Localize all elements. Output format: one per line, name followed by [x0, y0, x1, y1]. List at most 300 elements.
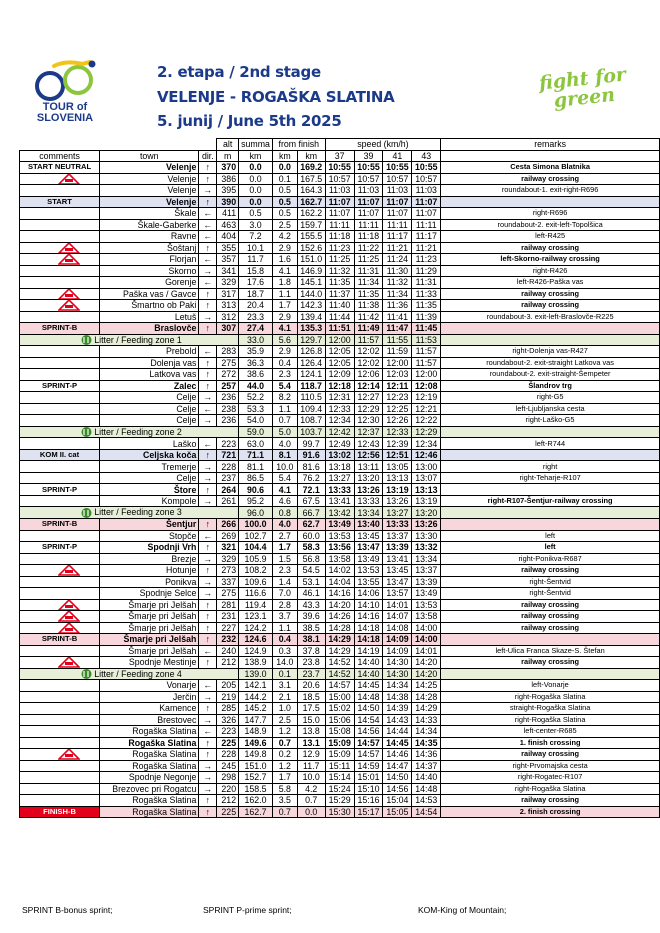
table-row — [20, 749, 660, 761]
time-43-cell: 14:34 — [412, 726, 441, 738]
time-39-cell: 11:11 — [354, 219, 383, 231]
km-to-finish-cell: 110.5 — [297, 392, 325, 404]
time-39-cell: 14:54 — [354, 714, 383, 726]
comment-cell — [20, 795, 100, 807]
time-41-cell: 12:03 — [383, 369, 412, 381]
km-to-finish-cell: 162.7 — [297, 196, 325, 208]
km-to-finish-cell: 72.1 — [297, 484, 325, 496]
table-row — [20, 277, 660, 289]
km-segment-cell: 1.6 — [272, 254, 297, 266]
table-row — [20, 162, 660, 174]
table-row — [20, 426, 660, 438]
time-43-cell: 11:45 — [412, 323, 441, 335]
time-41-cell: 10:57 — [383, 173, 412, 185]
km-summa-cell: 142.1 — [239, 680, 273, 692]
km-to-finish-cell: 103.7 — [297, 426, 325, 438]
km-segment-cell: 0.8 — [272, 507, 297, 519]
direction-cell: ↑ — [199, 196, 217, 208]
time-37-cell: 11:44 — [325, 311, 354, 323]
km-segment-cell: 5.6 — [272, 334, 297, 346]
km-to-finish-cell: 56.8 — [297, 553, 325, 565]
altitude-cell: 285 — [217, 703, 239, 715]
town-cell: Rogaška Slatina — [100, 760, 199, 772]
remark-cell: railway crossing — [441, 300, 660, 312]
comment-cell — [20, 553, 100, 565]
time-37-cell: 12:00 — [325, 334, 354, 346]
time-37-cell: 12:49 — [325, 438, 354, 450]
time-39-cell: 10:55 — [354, 162, 383, 174]
km-to-finish-cell: 38.5 — [297, 622, 325, 634]
remark-cell: left-Ljubljanska cesta — [441, 403, 660, 415]
time-37-cell: 15:14 — [325, 772, 354, 784]
time-39-cell: 11:07 — [354, 208, 383, 220]
table-row — [20, 565, 660, 577]
remark-cell: roundabout-2. exit-straight Latkova vas — [441, 357, 660, 369]
direction-cell: → — [199, 588, 217, 600]
time-43-cell: 11:07 — [412, 196, 441, 208]
direction-cell: → — [199, 495, 217, 507]
time-37-cell: 14:29 — [325, 634, 354, 646]
table-row — [20, 634, 660, 646]
km-summa-cell: 0.0 — [239, 162, 273, 174]
altitude-cell: 264 — [217, 484, 239, 496]
altitude-cell: 370 — [217, 162, 239, 174]
comment-cell: SPRINT-P — [20, 380, 100, 392]
town-cell: Ponikva — [100, 576, 199, 588]
time-41-cell: 14:47 — [383, 760, 412, 772]
km-summa-cell: 124.6 — [239, 634, 273, 646]
time-41-cell: 11:36 — [383, 300, 412, 312]
km-segment-cell: 3.7 — [272, 611, 297, 623]
km-summa-cell: 33.0 — [239, 334, 273, 346]
km-to-finish-cell: 53.1 — [297, 576, 325, 588]
comment-cell — [20, 576, 100, 588]
time-37-cell: 15:06 — [325, 714, 354, 726]
time-43-cell: 14:33 — [412, 714, 441, 726]
km-summa-cell: 11.7 — [239, 254, 273, 266]
town-cell: Rogaška Slatina — [100, 795, 199, 807]
altitude-cell: 329 — [217, 277, 239, 289]
remark-cell: right-R107-Šentjur-railway crossing — [441, 495, 660, 507]
table-row — [20, 300, 660, 312]
altitude-cell: 395 — [217, 185, 239, 197]
altitude-cell: 326 — [217, 714, 239, 726]
time-41-cell: 12:11 — [383, 380, 412, 392]
direction-cell: ↑ — [199, 484, 217, 496]
altitude-cell: 313 — [217, 300, 239, 312]
km-summa-cell: 152.7 — [239, 772, 273, 784]
km-summa-cell: 38.6 — [239, 369, 273, 381]
table-row — [20, 380, 660, 392]
remark-cell: left-Skorno-railway crossing — [441, 254, 660, 266]
time-41-cell: 13:45 — [383, 565, 412, 577]
time-39-cell: 12:30 — [354, 415, 383, 427]
remark-cell — [441, 519, 660, 531]
direction-cell: → — [199, 392, 217, 404]
direction-cell: ↑ — [199, 565, 217, 577]
time-37-cell: 15:30 — [325, 806, 354, 818]
time-43-cell: 13:39 — [412, 576, 441, 588]
time-43-cell: 11:57 — [412, 357, 441, 369]
km-segment-cell: 2.9 — [272, 242, 297, 254]
remark-cell — [441, 668, 660, 680]
direction-cell: → — [199, 691, 217, 703]
time-41-cell: 14:09 — [383, 645, 412, 657]
km-to-finish-cell: 146.9 — [297, 265, 325, 277]
time-41-cell: 11:03 — [383, 185, 412, 197]
remark-cell: roundabout-2. exit-left-Topolšica — [441, 219, 660, 231]
time-41-cell: 12:39 — [383, 438, 412, 450]
table-row — [20, 265, 660, 277]
remark-cell: railway crossing — [441, 795, 660, 807]
time-39-cell: 10:57 — [354, 173, 383, 185]
feed-zone-label: Litter / Feeding zone 2 — [94, 426, 182, 437]
km-segment-cell: 3.1 — [272, 680, 297, 692]
town-cell: Rogaška Slatina — [100, 726, 199, 738]
time-39-cell: 12:06 — [354, 369, 383, 381]
altitude-cell: 236 — [217, 392, 239, 404]
km-to-finish-cell: 17.5 — [297, 703, 325, 715]
time-43-cell: 14:00 — [412, 622, 441, 634]
time-39-cell: 11:25 — [354, 254, 383, 266]
table-row — [20, 495, 660, 507]
logo-text: TOUR of SLOVENIA — [36, 101, 94, 124]
time-37-cell: 15:09 — [325, 737, 354, 749]
altitude-cell: 275 — [217, 588, 239, 600]
comment-cell — [20, 277, 100, 289]
town-cell: Gorenje — [100, 277, 199, 289]
time-41-cell: 14:30 — [383, 657, 412, 669]
town-cell: Latkova vas — [100, 369, 199, 381]
altitude-cell: 225 — [217, 806, 239, 818]
remark-cell — [441, 334, 660, 346]
table-row — [20, 599, 660, 611]
remark-cell: Šlandrov trg — [441, 380, 660, 392]
table-row — [20, 415, 660, 427]
km-segment-cell: 0.5 — [272, 208, 297, 220]
km-summa-cell: 109.6 — [239, 576, 273, 588]
town-cell: Brezje — [100, 553, 199, 565]
table-row — [20, 795, 660, 807]
time-37-cell: 12:33 — [325, 403, 354, 415]
table-row — [20, 196, 660, 208]
altitude-cell: 307 — [217, 323, 239, 335]
km-segment-cell: 5.4 — [272, 472, 297, 484]
time-39-cell: 15:16 — [354, 795, 383, 807]
direction-cell: ← — [199, 645, 217, 657]
km-summa-cell: 35.9 — [239, 346, 273, 358]
time-39-cell: 13:20 — [354, 472, 383, 484]
km-to-finish-cell: 15.0 — [297, 714, 325, 726]
remark-cell: left — [441, 542, 660, 554]
time-37-cell: 14:29 — [325, 645, 354, 657]
altitude-cell: 386 — [217, 173, 239, 185]
time-37-cell: 14:04 — [325, 576, 354, 588]
town-cell: Letuš — [100, 311, 199, 323]
time-39-cell: 11:34 — [354, 277, 383, 289]
time-39-cell: 14:57 — [354, 749, 383, 761]
time-43-cell: 13:00 — [412, 461, 441, 473]
km-segment-cell: 2.9 — [272, 346, 297, 358]
km-segment-cell: 0.0 — [272, 162, 297, 174]
time-41-cell: 14:45 — [383, 737, 412, 749]
altitude-cell: 357 — [217, 254, 239, 266]
town-cell: Velenje — [100, 185, 199, 197]
time-37-cell: 14:02 — [325, 565, 354, 577]
remark-cell: railway crossing — [441, 288, 660, 300]
time-41-cell: 14:46 — [383, 749, 412, 761]
altitude-cell: 281 — [217, 599, 239, 611]
direction-cell: ↑ — [199, 449, 217, 461]
km-segment-cell: 1.1 — [272, 403, 297, 415]
comment-cell — [20, 783, 100, 795]
direction-cell: ← — [199, 231, 217, 243]
time-41-cell: 13:27 — [383, 507, 412, 519]
remark-cell: railway crossing — [441, 599, 660, 611]
time-41-cell: 13:57 — [383, 588, 412, 600]
direction-cell: → — [199, 415, 217, 427]
table-row — [20, 438, 660, 450]
altitude-cell: 231 — [217, 611, 239, 623]
km-summa-cell: 0.0 — [239, 196, 273, 208]
km-to-finish-cell: 0.7 — [297, 795, 325, 807]
time-39-cell: 14:50 — [354, 703, 383, 715]
comment-cell — [20, 611, 100, 623]
direction-cell: → — [199, 265, 217, 277]
comment-cell — [20, 565, 100, 577]
remark-cell — [441, 449, 660, 461]
railway-warning-icon — [58, 749, 80, 761]
km-segment-cell: 4.1 — [272, 265, 297, 277]
feed-zone-label: Litter / Feeding zone 1 — [94, 334, 182, 345]
time-37-cell: 14:52 — [325, 657, 354, 669]
town-cell: Brezovec pri Rogatcu — [100, 783, 199, 795]
km-segment-cell: 10.0 — [272, 461, 297, 473]
time-43-cell: 14:35 — [412, 737, 441, 749]
km-segment-cell: 0.4 — [272, 357, 297, 369]
time-41-cell: 14:43 — [383, 714, 412, 726]
table-row — [20, 553, 660, 565]
remark-cell: Cesta Simona Blatnika — [441, 162, 660, 174]
remark-cell: straight-Rogaška Slatina — [441, 703, 660, 715]
town-cell: Celjska koča — [100, 449, 199, 461]
table-row — [20, 588, 660, 600]
time-37-cell: 12:18 — [325, 380, 354, 392]
table-row — [20, 254, 660, 266]
time-37-cell: 14:26 — [325, 611, 354, 623]
town-cell: Prebold — [100, 346, 199, 358]
comment-cell — [20, 530, 100, 542]
comment-cell: START — [20, 196, 100, 208]
direction-cell: ↑ — [199, 380, 217, 392]
direction-cell: ← — [199, 208, 217, 220]
km-segment-cell: 1.2 — [272, 726, 297, 738]
direction-cell: → — [199, 576, 217, 588]
direction-cell: ← — [199, 438, 217, 450]
time-39-cell: 11:49 — [354, 323, 383, 335]
time-43-cell: 12:00 — [412, 369, 441, 381]
km-summa-cell: 96.0 — [239, 507, 273, 519]
table-row — [20, 173, 660, 185]
altitude-cell: 390 — [217, 196, 239, 208]
time-37-cell: 13:41 — [325, 495, 354, 507]
remark-cell: 2. finish crossing — [441, 806, 660, 818]
km-to-finish-cell: 108.7 — [297, 415, 325, 427]
time-43-cell: 11:07 — [412, 208, 441, 220]
time-39-cell: 11:22 — [354, 242, 383, 254]
time-37-cell: 15:24 — [325, 783, 354, 795]
direction-cell: ↑ — [199, 519, 217, 531]
time-41-cell: 14:07 — [383, 611, 412, 623]
remark-cell — [441, 323, 660, 335]
time-41-cell: 11:07 — [383, 196, 412, 208]
table-row — [20, 645, 660, 657]
time-43-cell: 14:20 — [412, 657, 441, 669]
time-43-cell: 10:55 — [412, 162, 441, 174]
km-to-finish-cell: 67.5 — [297, 495, 325, 507]
town-cell: Šentjur — [100, 519, 199, 531]
altitude-cell: 225 — [217, 737, 239, 749]
altitude-cell: 237 — [217, 472, 239, 484]
feed-zone-cell — [20, 334, 239, 346]
time-37-cell: 13:18 — [325, 461, 354, 473]
km-segment-cell: 14.0 — [272, 657, 297, 669]
direction-cell: ↑ — [199, 173, 217, 185]
km-summa-cell: 59.0 — [239, 426, 273, 438]
table-row — [20, 461, 660, 473]
km-to-finish-cell: 118.7 — [297, 380, 325, 392]
time-37-cell: 10:55 — [325, 162, 354, 174]
time-41-cell: 13:33 — [383, 519, 412, 531]
stage-number: 2. etapa / 2nd stage — [157, 63, 321, 81]
km-segment-cell: 0.5 — [272, 196, 297, 208]
time-37-cell: 15:29 — [325, 795, 354, 807]
km-summa-cell: 86.5 — [239, 472, 273, 484]
time-43-cell: 14:20 — [412, 668, 441, 680]
time-41-cell: 11:30 — [383, 265, 412, 277]
table-row — [20, 449, 660, 461]
altitude-cell: 273 — [217, 565, 239, 577]
table-row — [20, 530, 660, 542]
town-cell: Šmarje pri Jelšah — [100, 634, 199, 646]
time-43-cell: 14:29 — [412, 703, 441, 715]
town-cell: Celje — [100, 392, 199, 404]
town-cell: Brestovec — [100, 714, 199, 726]
time-39-cell: 13:11 — [354, 461, 383, 473]
table-row — [20, 242, 660, 254]
table-row — [20, 357, 660, 369]
table-row — [20, 484, 660, 496]
town-cell: Spodnje Mestinje — [100, 657, 199, 669]
time-43-cell: 13:58 — [412, 611, 441, 623]
time-41-cell: 11:34 — [383, 288, 412, 300]
km-to-finish-cell: 81.6 — [297, 461, 325, 473]
km-segment-cell: 3.5 — [272, 795, 297, 807]
remark-cell: left-R744 — [441, 438, 660, 450]
table-row — [20, 783, 660, 795]
time-37-cell: 14:16 — [325, 588, 354, 600]
km-to-finish-cell: 126.8 — [297, 346, 325, 358]
comment-cell: SPRINT-B — [20, 519, 100, 531]
km-segment-cell: 2.9 — [272, 311, 297, 323]
altitude-cell: 272 — [217, 369, 239, 381]
km-segment-cell: 2.8 — [272, 599, 297, 611]
time-39-cell: 11:38 — [354, 300, 383, 312]
time-41-cell: 13:26 — [383, 495, 412, 507]
time-39-cell: 11:31 — [354, 265, 383, 277]
time-41-cell: 11:11 — [383, 219, 412, 231]
table-row — [20, 737, 660, 749]
town-cell: Šmarje pri Jelšah — [100, 599, 199, 611]
time-41-cell: 14:44 — [383, 726, 412, 738]
time-41-cell: 10:55 — [383, 162, 412, 174]
time-43-cell: 13:20 — [412, 507, 441, 519]
cyclist-logo-icon — [20, 58, 110, 104]
km-to-finish-cell: 167.5 — [297, 173, 325, 185]
km-summa-cell: 53.3 — [239, 403, 273, 415]
comment-cell: KOM II. cat — [20, 449, 100, 461]
remark-cell: railway crossing — [441, 565, 660, 577]
remark-cell: right-Ponikva-R687 — [441, 553, 660, 565]
town-cell: Rogaška Slatina — [100, 806, 199, 818]
time-41-cell: 11:07 — [383, 208, 412, 220]
time-37-cell: 11:07 — [325, 196, 354, 208]
feed-zone-label: Litter / Feeding zone 3 — [94, 507, 182, 518]
direction-cell: → — [199, 553, 217, 565]
km-to-finish-cell: 142.3 — [297, 300, 325, 312]
km-summa-cell: 145.2 — [239, 703, 273, 715]
comment-cell — [20, 691, 100, 703]
comment-cell — [20, 749, 100, 761]
remark-cell: roundabout-3. exit-left-Braslovče-R225 — [441, 311, 660, 323]
time-41-cell: 13:39 — [383, 542, 412, 554]
km-to-finish-cell: 58.3 — [297, 542, 325, 554]
fight-for-green-slogan: fight for green — [537, 63, 627, 113]
km-summa-cell: 0.0 — [239, 185, 273, 197]
km-segment-cell: 7.0 — [272, 588, 297, 600]
km-to-finish-cell: 145.1 — [297, 277, 325, 289]
time-37-cell: 13:49 — [325, 519, 354, 531]
km-segment-cell: 1.2 — [272, 760, 297, 772]
time-43-cell: 13:34 — [412, 553, 441, 565]
town-cell: Celje — [100, 472, 199, 484]
table-row — [20, 726, 660, 738]
time-39-cell: 15:10 — [354, 783, 383, 795]
time-41-cell: 12:25 — [383, 403, 412, 415]
header — [0, 0, 660, 134]
time-39-cell: 12:27 — [354, 392, 383, 404]
col-remarks: remarks — [441, 139, 660, 151]
direction-cell: ← — [199, 680, 217, 692]
table-row — [20, 185, 660, 197]
time-43-cell: 14:28 — [412, 691, 441, 703]
route-timetable — [19, 138, 660, 818]
time-37-cell: 11:25 — [325, 254, 354, 266]
time-39-cell: 15:17 — [354, 806, 383, 818]
col-37: 37 — [325, 150, 354, 162]
km-to-finish-cell: 124.1 — [297, 369, 325, 381]
comment-cell — [20, 438, 100, 450]
km-summa-cell: 18.7 — [239, 288, 273, 300]
altitude-cell: 232 — [217, 634, 239, 646]
town-cell: Braslovče — [100, 323, 199, 335]
altitude-cell: 329 — [217, 553, 239, 565]
time-41-cell: 11:17 — [383, 231, 412, 243]
direction-cell: ↑ — [199, 323, 217, 335]
comment-cell — [20, 461, 100, 473]
time-43-cell: 13:19 — [412, 495, 441, 507]
km-to-finish-cell: 11.7 — [297, 760, 325, 772]
